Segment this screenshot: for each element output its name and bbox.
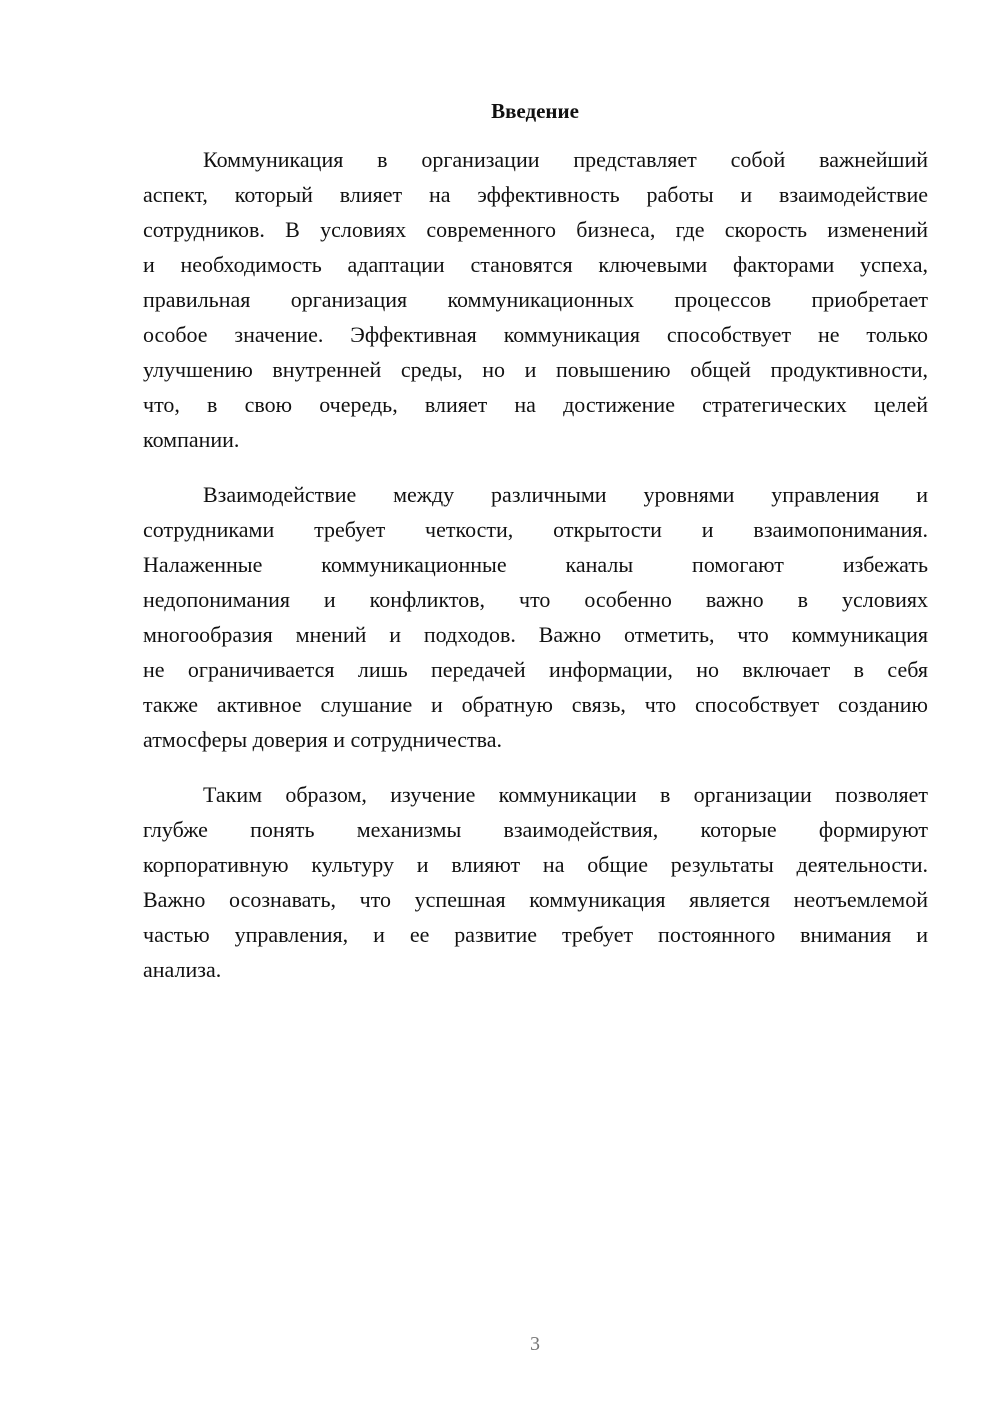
text-line: корпоративную культуру и влияют на общие результаты деятельности. — [143, 852, 928, 877]
text-line: правильная организация коммуникационных процессов приобретает — [143, 287, 928, 312]
text-line: атмосферы доверия и сотрудничества. — [143, 727, 503, 752]
text-line: Коммуникация в организации представляет собой важнейший — [203, 147, 928, 172]
text-line: компании. — [143, 427, 240, 452]
text-line: Налаженные коммуникационные каналы помогают избежать — [143, 552, 928, 577]
text-line: сотрудниками требует четкости, открытости и взаимопонимания. — [143, 517, 928, 542]
paragraph — [143, 777, 928, 987]
text-line: что, в свою очередь, влияет на достижение стратегических целей — [143, 392, 928, 417]
text-line: анализа. — [143, 957, 222, 982]
text-line: также активное слушание и обратную связь, что способствует созданию — [143, 692, 928, 717]
paragraph — [143, 477, 928, 757]
page-number: 3 — [530, 1333, 540, 1355]
page-title: Введение — [491, 99, 579, 123]
text-line: Взаимодействие между различными уровнями управления и — [203, 482, 928, 507]
text-line: не ограничивается лишь передачей информации, но включает в себя — [143, 657, 928, 682]
text-line: недопонимания и конфликтов, что особенно важно в условиях — [143, 587, 928, 612]
text-line: Важно осознавать, что успешная коммуникация является неотъемлемой — [143, 887, 928, 912]
text-line: улучшению внутренней среды, но и повышению общей продуктивности, — [143, 357, 928, 382]
text-line: особое значение. Эффективная коммуникация способствует не только — [143, 322, 928, 347]
text-line: и необходимость адаптации становятся ключевыми факторами успеха, — [143, 252, 928, 277]
paragraph — [143, 142, 928, 457]
text-line: многообразия мнений и подходов. Важно отметить, что коммуникация — [143, 622, 928, 647]
text-line: Таким образом, изучение коммуникации в организации позволяет — [203, 782, 928, 807]
text-line: частью управления, и ее развитие требует постоянного внимания и — [143, 922, 928, 947]
text-line: сотрудников. В условиях современного бизнеса, где скорость изменений — [143, 217, 928, 242]
document-body — [143, 142, 928, 1007]
text-line: глубже понять механизмы взаимодействия, которые формируют — [143, 817, 928, 842]
text-line: аспект, который влияет на эффективность работы и взаимодействие — [143, 182, 928, 207]
